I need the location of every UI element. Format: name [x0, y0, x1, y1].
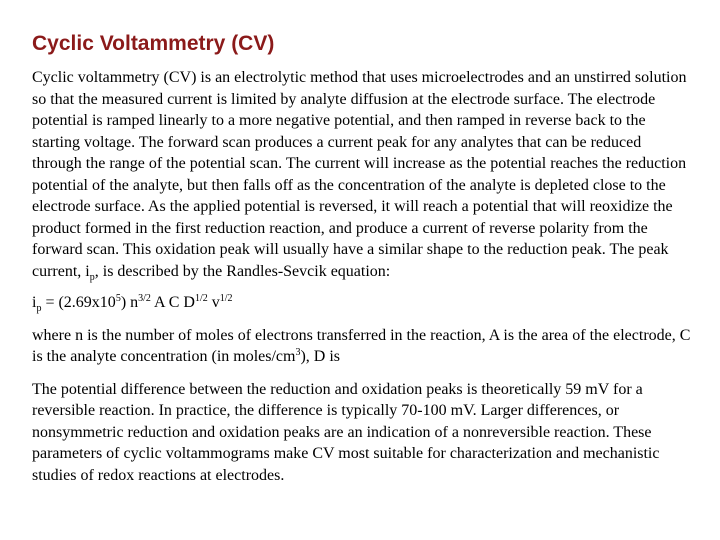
where-paragraph	[32, 325, 692, 368]
slide-body	[32, 67, 692, 486]
equation-part-4: v	[207, 294, 220, 311]
randles-sevcik-equation	[32, 292, 692, 314]
equation-exponent-3: 1/2	[194, 293, 208, 304]
where-tail: ), D is	[300, 348, 341, 365]
equation-exponent-4: 1/2	[219, 293, 233, 304]
equation-part-2: ) n	[120, 294, 139, 311]
where-text: where n is the number of moles of electrons transferred in the reaction, A is the area of the electrode, C is the analyte concentration (in moles/cm	[32, 326, 691, 365]
intro-text: Cyclic voltammetry (CV) is an electrolytic method that uses microelectrodes and an unstirred solution so that the measured current is limited by analyte diffusion at the electrode surface. The electrode potential is ramped linearly to a more negative potential, and then ramped in reverse back to the starting voltage. The forward scan produces a current peak for any analytes that can be reduced through the range of the potential scan. The current will increase as the potential reaches the reduction potential of the analyte, but then falls off as the concentration of the analyte is depleted close to the electrode surface. As the applied potential is reversed, it will reach a potential that will reoxidize the product formed in the first reduction reaction, and produce a current of reverse polarity from the forward scan. This oxidation peak will usually have a similar shape to the reduction peak. The peak current, i	[32, 69, 687, 280]
equation-part-1: = (2.69x10	[41, 294, 116, 311]
equation-exponent-2: 3/2	[138, 293, 151, 304]
equation-exponent-1: 5	[115, 293, 121, 304]
equation-lhs: i	[32, 294, 37, 311]
intro-paragraph	[32, 67, 692, 282]
where-exponent: 3	[295, 347, 301, 358]
intro-subscript: p	[89, 271, 95, 283]
intro-tail: , is described by the Randles-Sevcik equation:	[94, 262, 391, 280]
slide-title: Cyclic Voltammetry (CV)	[32, 32, 275, 55]
equation-part-3: A C D	[150, 294, 195, 311]
difference-paragraph: The potential difference between the reduction and oxidation peaks is theoretically 59 mV for a reversible reaction. In practice, the difference is typically 70-100 mV. Larger differences, or nonsymmetric reduction and oxidation peaks are an indication of a nonreversible reaction. These parameters of cyclic voltammograms make CV most suitable for characterization and mechanistic studies of redox reactions at electrodes.	[32, 380, 660, 484]
equation-lhs-subscript: p	[36, 303, 42, 314]
